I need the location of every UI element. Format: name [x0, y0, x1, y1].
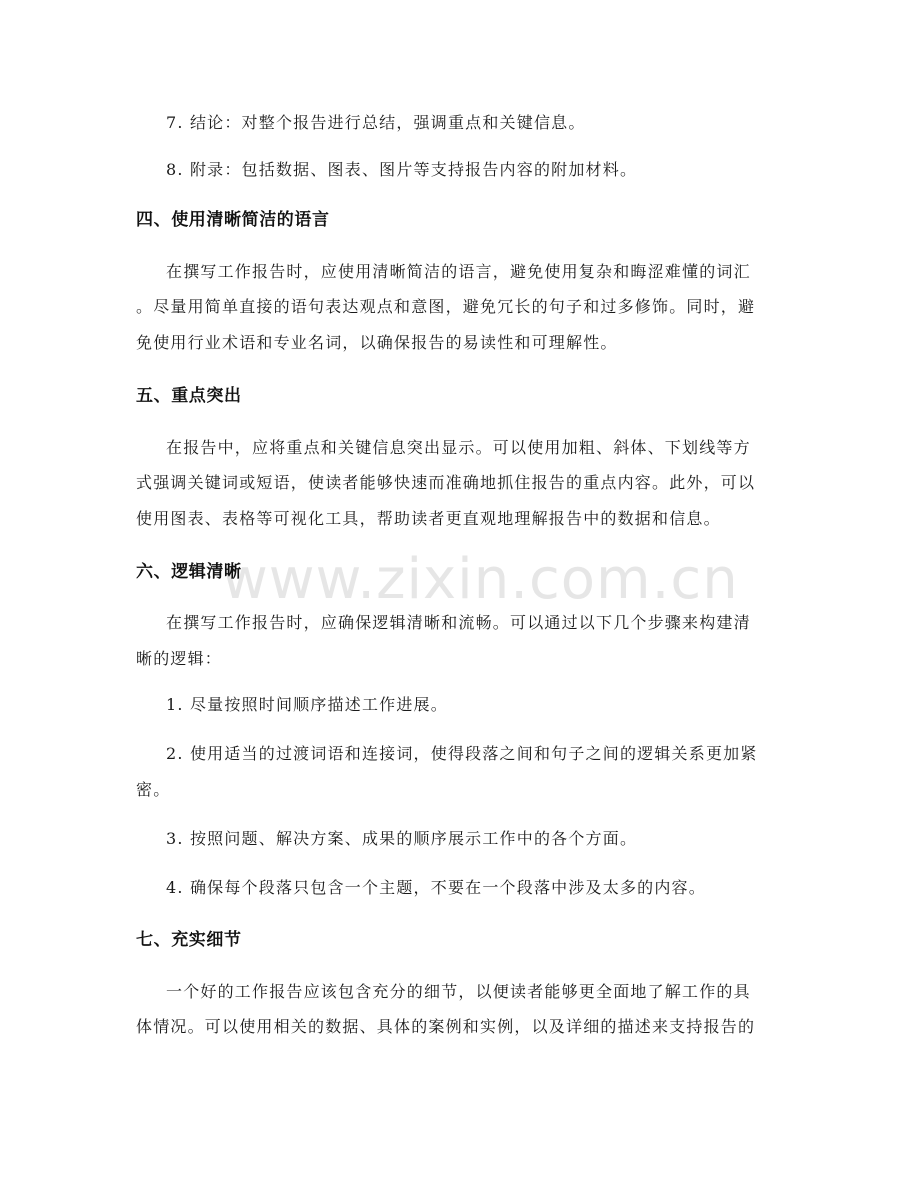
paragraph-line: 免使用行业术语和专业名词，以确保报告的易读性和可理解性。 [136, 333, 618, 352]
paragraph-line: 使用图表、表格等可视化工具，帮助读者更直观地理解报告中的数据和信息。 [136, 509, 721, 528]
paragraph-line: 。尽量用简单直接的语句表达观点和意图，避免冗长的句子和过多修饰。同时，避 [136, 297, 756, 316]
list-item-step: 3. 按照问题、解决方案、成果的顺序展示工作中的各个方面。 [166, 829, 638, 848]
section-heading-details: 七、充实细节 [136, 930, 242, 950]
list-item-conclusion: 7. 结论：对整个报告进行总结，强调重点和关键信息。 [166, 113, 586, 132]
paragraph-line: 式强调关键词或短语，使读者能够快速而准确地抓住报告的重点内容。此外，可以 [136, 473, 756, 492]
paragraph-line: 在撰写工作报告时，应确保逻辑清晰和流畅。可以通过以下几个步骤来构建清 [166, 613, 751, 632]
section-heading-clear-language: 四、使用清晰简洁的语言 [136, 210, 330, 230]
list-item-step: 1. 尽量按照时间顺序描述工作进展。 [166, 695, 448, 714]
paragraph-line: 在撰写工作报告时，应使用清晰简洁的语言，避免使用复杂和晦涩难懂的词汇 [166, 262, 751, 281]
watermark: www.zixin.com.cn [222, 547, 739, 612]
paragraph-line: 一个好的工作报告应该包含充分的细节，以便读者能够更全面地了解工作的具 [166, 982, 751, 1001]
paragraph-line: 晰的逻辑： [136, 649, 223, 668]
list-item-step: 2. 使用适当的过渡词语和连接词，使得段落之间和句子之间的逻辑关系更加紧 [166, 744, 758, 763]
list-item-step: 4. 确保每个段落只包含一个主题，不要在一个段落中涉及太多的内容。 [166, 878, 706, 897]
section-heading-highlight: 五、重点突出 [136, 386, 242, 406]
paragraph-line: 体情况。可以使用相关的数据、具体的案例和实例，以及详细的描述来支持报告的 [136, 1017, 756, 1036]
list-item-appendix: 8. 附录：包括数据、图表、图片等支持报告内容的附加材料。 [166, 160, 638, 179]
section-heading-logic: 六、逻辑清晰 [136, 562, 242, 582]
paragraph-line: 在报告中，应将重点和关键信息突出显示。可以使用加粗、斜体、下划线等方 [166, 438, 751, 457]
list-item-step-continuation: 密。 [136, 780, 171, 799]
